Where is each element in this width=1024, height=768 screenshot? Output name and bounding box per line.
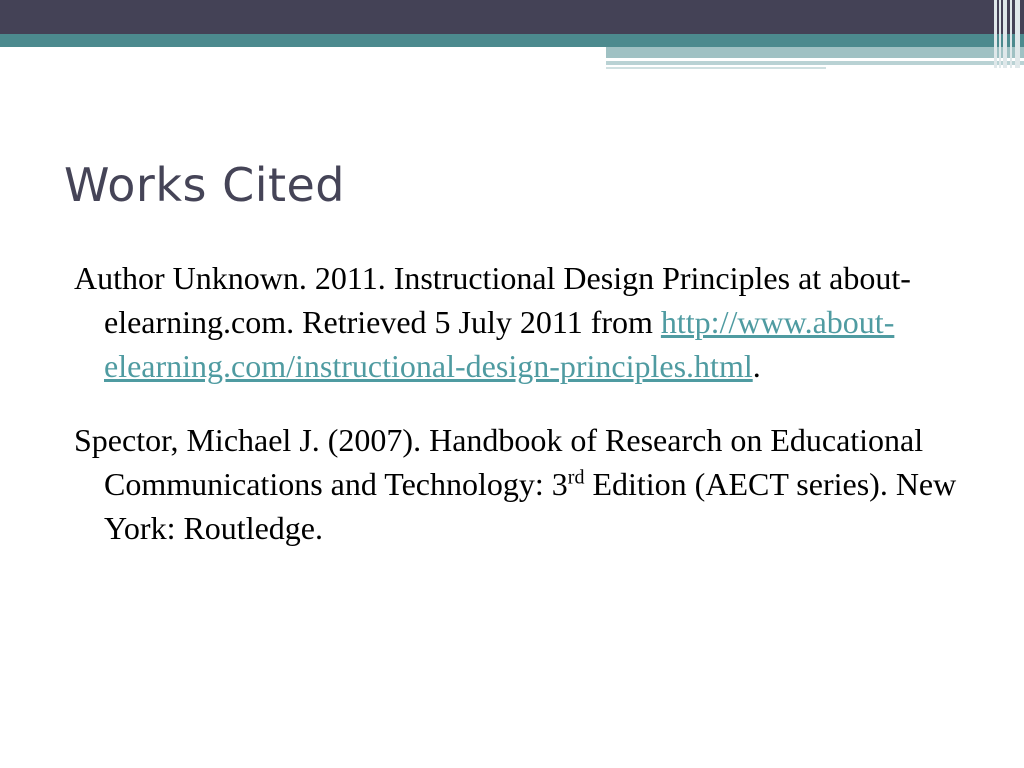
header-stripe	[994, 0, 997, 68]
citation-2-superscript: rd	[567, 466, 585, 489]
header-band-thin-secondary	[606, 67, 826, 69]
citation-entry-2	[74, 418, 974, 550]
header-band-light-teal	[606, 47, 1024, 58]
citation-list	[74, 256, 974, 580]
slide-title: Works Cited	[64, 158, 346, 212]
citation-entry-1	[74, 256, 974, 388]
header-stripe	[1015, 0, 1020, 68]
citation-2-text-end: Edition (AECT series). New York: Routledge.	[104, 466, 957, 546]
header-band-thin	[606, 61, 1024, 65]
citation-1-period: .	[752, 348, 761, 384]
citation-2-text: Spector, Michael J. (2007). Handbook of Research on Educational Communications and Technology: 3	[74, 422, 924, 502]
header-band-teal	[0, 34, 1024, 47]
header-band-dark	[0, 0, 1024, 34]
citation-1-link[interactable]: http://www.about-elearning.com/instructional-design-principles.html	[104, 304, 895, 384]
header-stripe	[1003, 0, 1007, 68]
header-stripe	[999, 0, 1001, 68]
header-stripe	[1010, 0, 1012, 68]
citation-1-text: Author Unknown. 2011. Instructional Design Principles at about-elearning.com. Retrieved 5 July 2011 from	[74, 260, 911, 340]
